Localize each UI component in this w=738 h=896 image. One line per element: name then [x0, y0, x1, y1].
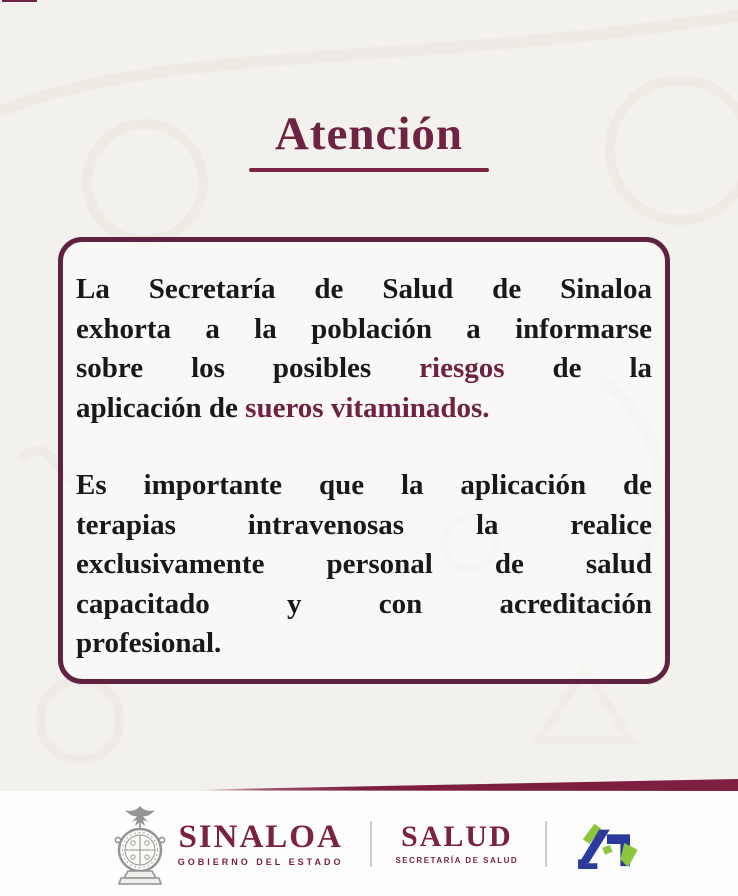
- footer-divider: [370, 821, 372, 867]
- page-title: Atención: [274, 108, 464, 160]
- notice-text: de la: [504, 352, 652, 384]
- sinaloa-coat-of-arms-icon: [112, 804, 168, 890]
- notice-line: [76, 349, 652, 389]
- notice-line: La Secretaría de Salud de Sinaloa: [76, 273, 652, 305]
- top-edge-accent-line: [2, 0, 37, 2]
- footer-logos: [14, 791, 738, 896]
- notice-box: [58, 237, 670, 684]
- salud-logo-title: SALUD: [400, 820, 513, 853]
- notice-line: terapias intravenosas la realice: [76, 508, 652, 541]
- footer: [0, 791, 738, 896]
- notice-text: sobre los posibles: [76, 352, 420, 384]
- sinaloa-logo-title: SINALOA: [178, 818, 343, 855]
- footer-swoosh-divider: [0, 778, 738, 792]
- notice-line: Es importante que la aplicación de: [76, 469, 652, 501]
- notice-text: aplicación de: [76, 391, 246, 424]
- salud-logo-subtitle: SECRETARÍA DE SALUD: [395, 856, 519, 865]
- notice-paragraph-2: [76, 466, 652, 664]
- footer-divider: [545, 821, 547, 867]
- notice-line: profesional.: [76, 627, 222, 659]
- sinaloa-state-logo-icon: [570, 819, 640, 869]
- notice-line: [76, 389, 652, 429]
- notice-accent-text: sueros vitaminados.: [245, 391, 490, 424]
- sinaloa-logo-subtitle: GOBIERNO DEL ESTADO: [177, 856, 344, 867]
- title-underline: [249, 168, 489, 172]
- sinaloa-gobierno-logo: [177, 818, 344, 867]
- notice-line: capacitado y con acreditación: [76, 587, 652, 620]
- notice-line: exhorta a la población a informarse: [76, 312, 652, 345]
- secretaria-salud-logo: [395, 822, 518, 865]
- notice-accent-text: riesgos: [419, 352, 505, 384]
- notice-line: exclusivamente personal de salud: [76, 548, 652, 580]
- notice-paragraph-1: [76, 270, 652, 428]
